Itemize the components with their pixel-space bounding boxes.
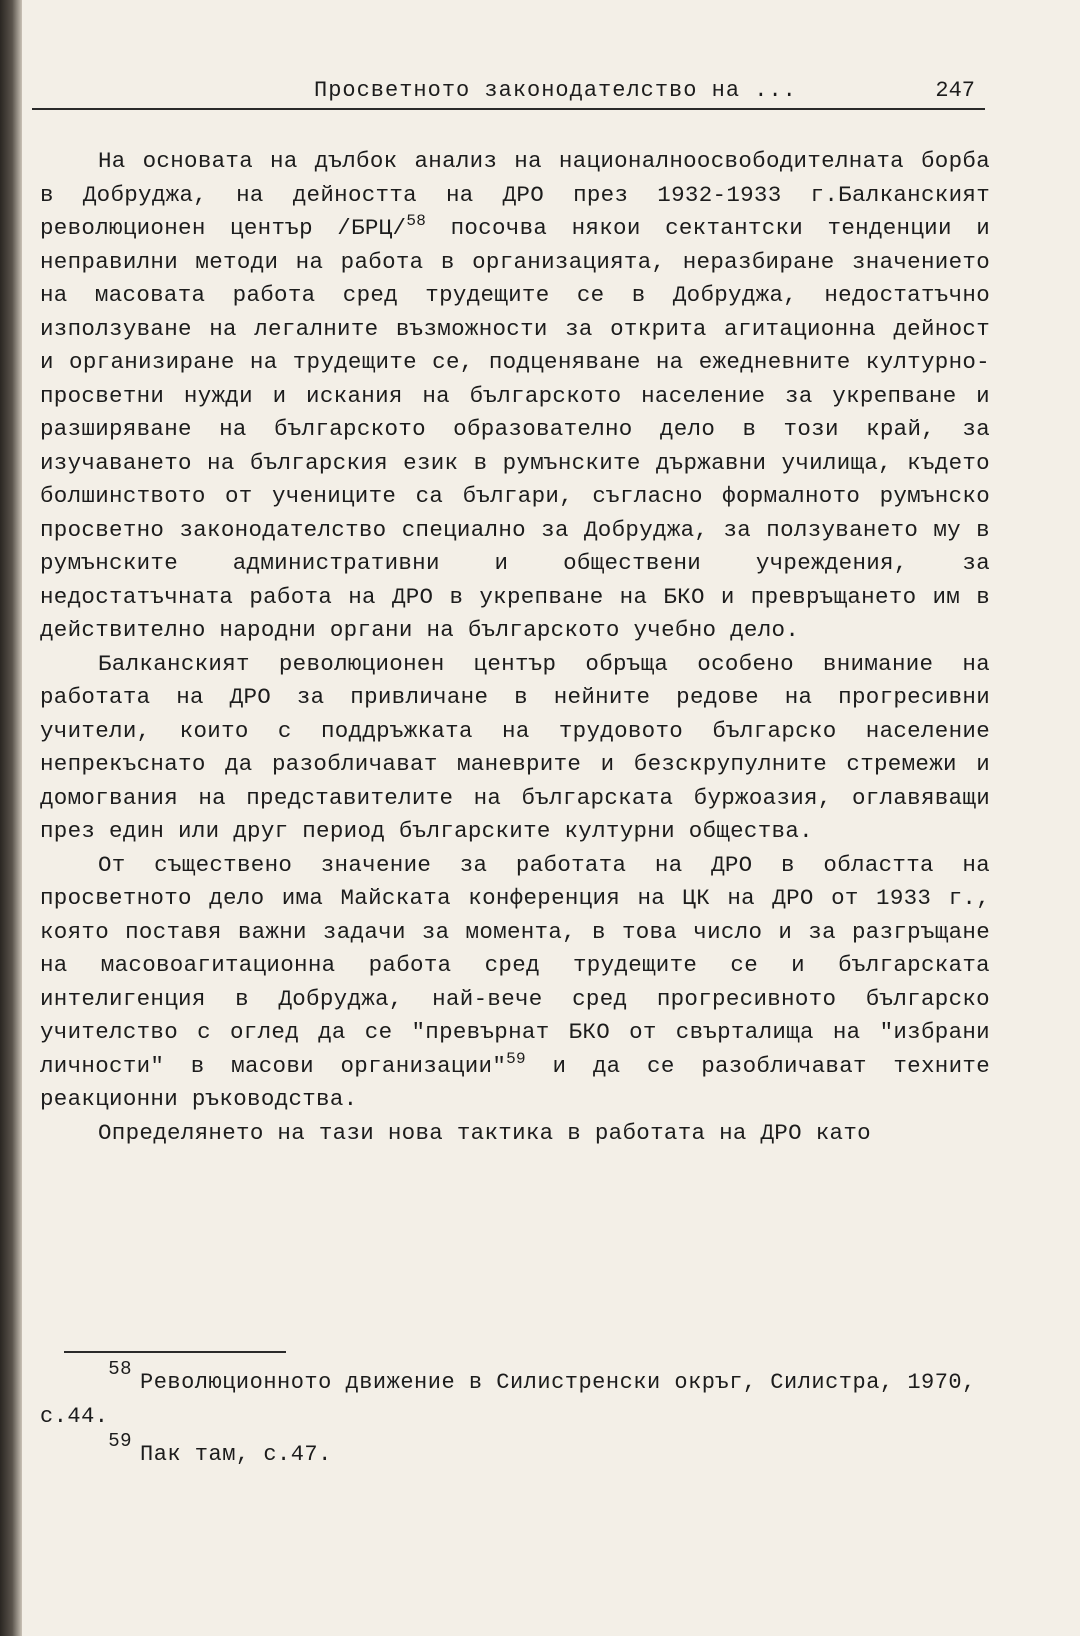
paragraph-4 <box>40 1117 990 1151</box>
footnote-ref-59: 59 <box>506 1049 526 1068</box>
footnote-58: 58Революционното движение в Силистренски окръг, Силистра, 1970, с.44. <box>40 1358 976 1429</box>
paragraph-2 <box>40 648 990 849</box>
paragraph-1 <box>40 145 990 648</box>
book-binding-edge <box>0 0 22 1636</box>
footnote-divider <box>64 1351 286 1353</box>
running-header <box>32 78 985 110</box>
footnote-text: Пак там, с.47. <box>140 1442 332 1467</box>
page-number: 247 <box>935 78 975 103</box>
paragraph-text: Определянето на тази нова тактика в работата на ДРО като <box>98 1119 871 1146</box>
footnote-text: Революционното движение в Силистренски окръг, Силистра, 1970, с.44. <box>40 1370 976 1429</box>
footnotes <box>40 1358 990 1476</box>
running-title: Просветното законодателство на ... <box>314 78 797 103</box>
paragraph-text: посочва някои сектантски тенденции и неправилни методи на работа в организацията, неразбиране значението на масовата работа сред трудещите се в Добруджа, недостатъчно използуване на легалните възможности за открита агитационна дейност и организиране на трудещите се, подценяване на ежедневните културно-просветни нужди и искания на българското население за укрепване и разширяване на българското образователно дело в този край, за изучаването на българския език в румънските държавни училища, където болшинството от учениците са българи, съгласно формалното румънско просветно законодателство специално за Добруджа, за ползуването му в румънските административни и обществени учреждения, за недостатъчната работа на ДРО в укрепване на БКО и превръщането им в действително народни органи на българското учебно дело. <box>40 215 990 643</box>
paragraph-text: На основата на дълбок анализ на националноосвободителната борба в Добруджа, на дейността на ДРО през 1932-1933 г.Балканският революционен център /БРЦ/ <box>40 148 990 241</box>
footnote-59: 59Пак там, с.47. <box>108 1430 332 1467</box>
paragraph-text: Балканският революционен център обръща особено внимание на работата на ДРО за привличане в нейните редове на прогресивни учители, които с поддръжката на трудовото българско население непрекъснато да разобличават маневрите и безскрупулните стремежи и домогвания на представителите на българската буржоазия, оглавяващи през един или друг период българските културни общества. <box>40 650 990 844</box>
main-text <box>40 145 990 1150</box>
paragraph-text: От съществено значение за работата на ДРО в областта на просветното дело има Майската конференция на ЦК на ДРО от 1933 г., която поставя важни задачи за момента, в това число и за разгръщане на масовоагитационна работа сред трудещите се и българската интелигенция в Добруджа, най-вече сред прогресивното българско учителство с оглед да се "превърнат БКО от свърталища на "избрани личности" в масови организации" <box>40 851 990 1079</box>
paragraph-text: и да се разобличават техните реакционни ръководства. <box>40 1052 990 1112</box>
footnote-ref-58: 58 <box>406 212 427 230</box>
paragraph-3 <box>40 849 990 1117</box>
